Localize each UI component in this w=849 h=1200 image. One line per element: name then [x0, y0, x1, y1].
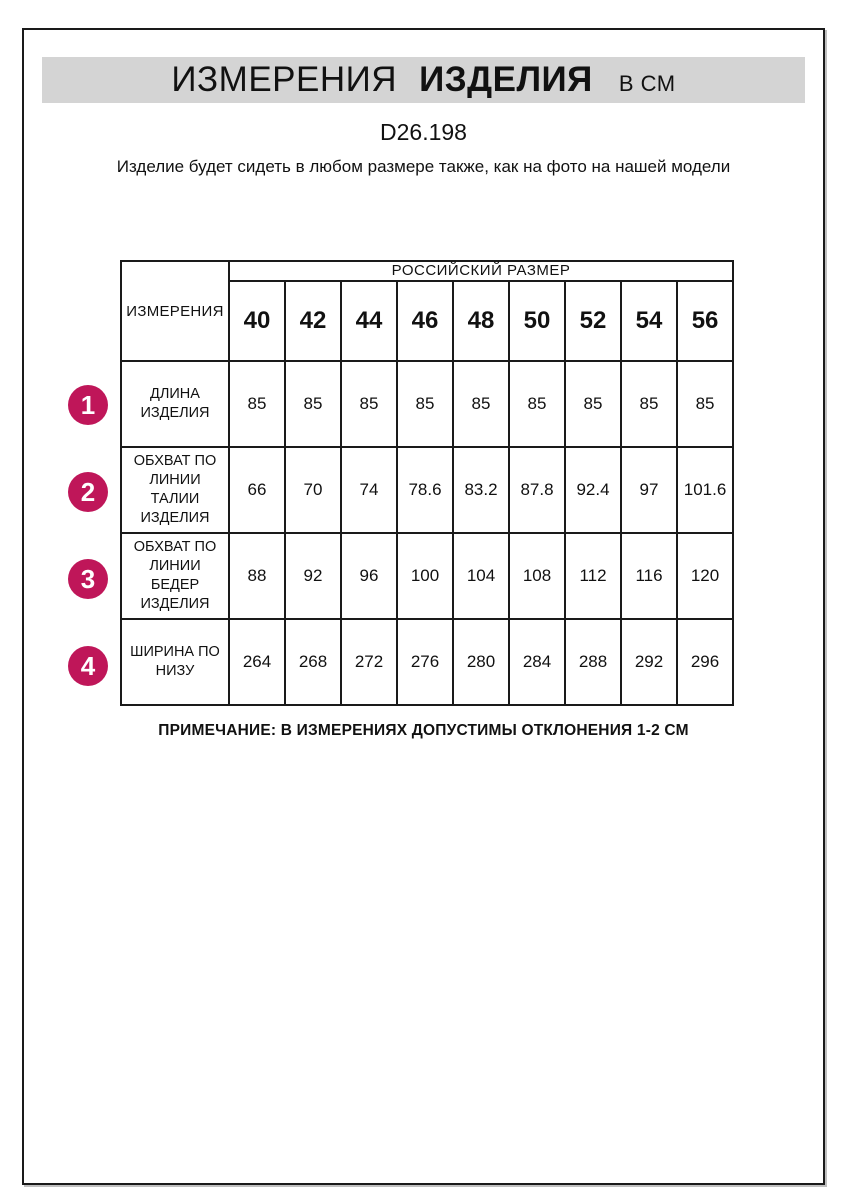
- size-header: 46: [397, 281, 453, 361]
- corner-header: ИЗМЕРЕНИЯ: [121, 261, 229, 361]
- row-label: [121, 447, 229, 533]
- row-label: [121, 619, 229, 705]
- row-label-line: ОБХВАТ ПО: [133, 539, 217, 555]
- value-cell: 96: [341, 533, 397, 619]
- row-marker-2: 2: [68, 472, 108, 512]
- table-header-group-row: [121, 261, 733, 281]
- size-header: 50: [509, 281, 565, 361]
- row-label-line: ЛИНИИ БЕДЕР: [149, 558, 201, 593]
- row-label: [121, 361, 229, 447]
- value-cell: 92: [285, 533, 341, 619]
- value-cell: 87.8: [509, 447, 565, 533]
- row-marker-3: 3: [68, 559, 108, 599]
- value-cell: 85: [341, 361, 397, 447]
- value-cell: 101.6: [677, 447, 733, 533]
- size-header: 44: [341, 281, 397, 361]
- value-cell: 284: [509, 619, 565, 705]
- fit-subtitle: Изделие будет сидеть в любом размере также, как на фото на нашей модели: [116, 157, 731, 176]
- value-cell: 104: [453, 533, 509, 619]
- size-table-zone: [24, 260, 823, 706]
- size-header: 52: [565, 281, 621, 361]
- table-row: [121, 533, 733, 619]
- group-header: РОССИЙСКИЙ РАЗМЕР: [229, 261, 733, 281]
- model-code: D26.198: [380, 119, 467, 145]
- value-cell: 116: [621, 533, 677, 619]
- value-cell: 288: [565, 619, 621, 705]
- table-row: [121, 361, 733, 447]
- tolerance-note: ПРИМЕЧАНИЕ: В ИЗМЕРЕНИЯХ ДОПУСТИМЫ ОТКЛОНЕНИЯ 1-2 СМ: [158, 722, 689, 739]
- value-cell: 292: [621, 619, 677, 705]
- title-product-word: ИЗДЕЛИЯ: [419, 60, 593, 99]
- value-cell: 85: [285, 361, 341, 447]
- row-label-line: ЛИНИИ ТАЛИИ: [149, 472, 201, 507]
- value-cell: 272: [341, 619, 397, 705]
- size-header: 40: [229, 281, 285, 361]
- row-marker-1: 1: [68, 385, 108, 425]
- page-border-frame: [22, 28, 825, 1185]
- value-cell: 120: [677, 533, 733, 619]
- table-row: [121, 619, 733, 705]
- value-cell: 97: [621, 447, 677, 533]
- value-cell: 74: [341, 447, 397, 533]
- title-bar: [42, 57, 805, 103]
- value-cell: 268: [285, 619, 341, 705]
- value-cell: 108: [509, 533, 565, 619]
- row-label-line: НИЗУ: [155, 663, 195, 679]
- value-cell: 296: [677, 619, 733, 705]
- row-label-line: ШИРИНА ПО: [130, 644, 220, 660]
- value-cell: 112: [565, 533, 621, 619]
- value-cell: 92.4: [565, 447, 621, 533]
- value-cell: 70: [285, 447, 341, 533]
- value-cell: 78.6: [397, 447, 453, 533]
- row-label-line: ОБХВАТ ПО: [133, 453, 217, 469]
- row-marker-4: 4: [68, 646, 108, 686]
- value-cell: 85: [509, 361, 565, 447]
- size-header: 54: [621, 281, 677, 361]
- size-header: 42: [285, 281, 341, 361]
- size-header: 48: [453, 281, 509, 361]
- row-label-line: ДЛИНА: [150, 386, 200, 402]
- size-header: 56: [677, 281, 733, 361]
- value-cell: 276: [397, 619, 453, 705]
- value-cell: 280: [453, 619, 509, 705]
- value-cell: 83.2: [453, 447, 509, 533]
- row-label-line: ИЗДЕЛИЯ: [140, 510, 210, 526]
- value-cell: 88: [229, 533, 285, 619]
- value-cell: 66: [229, 447, 285, 533]
- row-label-line: ИЗДЕЛИЯ: [140, 596, 210, 612]
- value-cell: 100: [397, 533, 453, 619]
- title-unit: В СМ: [618, 71, 676, 96]
- value-cell: 85: [565, 361, 621, 447]
- value-cell: 85: [229, 361, 285, 447]
- value-cell: 85: [397, 361, 453, 447]
- value-cell: 264: [229, 619, 285, 705]
- row-label-line: ИЗДЕЛИЯ: [140, 405, 210, 421]
- row-label: [121, 533, 229, 619]
- title-measurements-word: ИЗМЕРЕНИЯ: [171, 60, 398, 99]
- value-cell: 85: [677, 361, 733, 447]
- table-row: [121, 447, 733, 533]
- value-cell: 85: [453, 361, 509, 447]
- size-table: [120, 260, 734, 706]
- value-cell: 85: [621, 361, 677, 447]
